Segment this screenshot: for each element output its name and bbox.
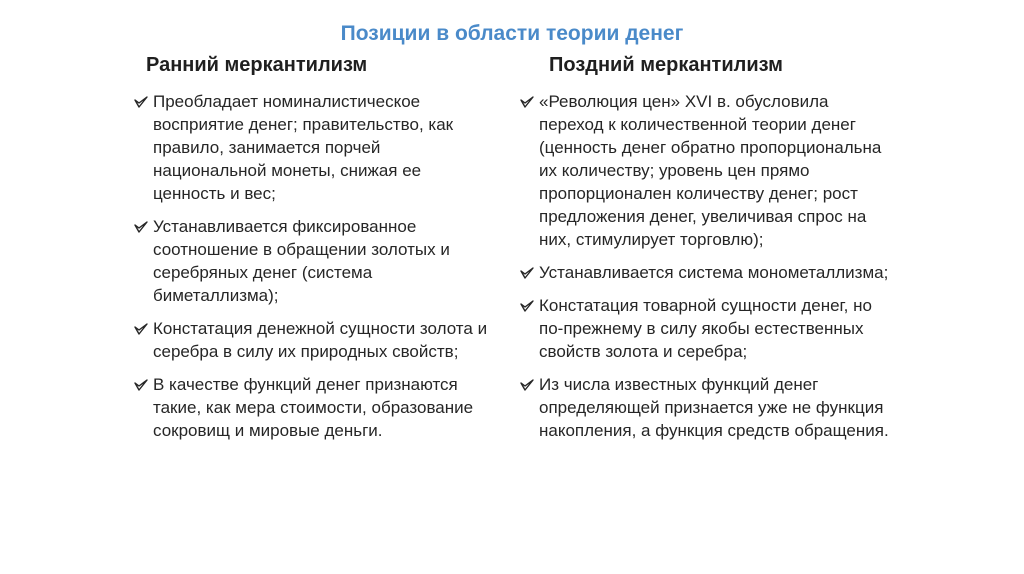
list-item	[134, 90, 494, 205]
list-item	[520, 261, 892, 284]
list-item	[520, 373, 892, 442]
list-item-text: Устанавливается система монометаллизма;	[539, 263, 889, 282]
list-item-text: Из числа известных функций денег определяющей признается уже не функция накопления, а функция средств обращения.	[539, 375, 889, 440]
slide-title: Позиции в области теории денег	[340, 22, 684, 45]
checkmark-arrow-icon	[134, 90, 150, 113]
list-item	[134, 317, 494, 363]
checkmark-arrow-icon	[134, 215, 150, 238]
checkmark-arrow-icon	[520, 90, 536, 113]
list-item	[134, 215, 494, 307]
list-item	[134, 373, 494, 442]
list-item	[520, 90, 892, 251]
list-item-text: «Революция цен» XVI в. обусловила переход к количественной теории денег (ценность денег обратно пропорциональна их количеству; уровень цен прямо пропорционален количеству денег; рост предложения денег, увеличивая спрос на них, стимулирует торговлю);	[539, 92, 882, 249]
list-item-text: Устанавливается фиксированное соотношение в обращении золотых и серебряных денег (система биметаллизма);	[153, 217, 450, 305]
list-item-text: В качестве функций денег признаются такие, как мера стоимости, образование сокровищ и мировые деньги.	[153, 375, 474, 440]
checkmark-arrow-icon	[520, 373, 536, 396]
checkmark-arrow-icon	[520, 261, 536, 284]
early-mercantilism-header: Ранний меркантилизм	[146, 54, 368, 76]
checkmark-arrow-icon	[134, 373, 150, 396]
list-item	[520, 294, 892, 363]
checkmark-arrow-icon	[520, 294, 536, 317]
late-mercantilism-header: Поздний меркантилизм	[549, 54, 783, 76]
list-item-text: Констатация товарной сущности денег, но по-прежнему в силу якобы естественных свойств золота и серебра;	[539, 296, 872, 361]
early-mercantilism-list	[134, 90, 494, 452]
late-mercantilism-list	[520, 90, 892, 452]
list-item-text: Констатация денежной сущности золота и серебра в силу их природных свойств;	[153, 319, 488, 361]
checkmark-arrow-icon	[134, 317, 150, 340]
list-item-text: Преобладает номиналистическое восприятие денег; правительство, как правило, занимается порчей национальной монеты, снижая ее ценность и вес;	[153, 92, 454, 203]
